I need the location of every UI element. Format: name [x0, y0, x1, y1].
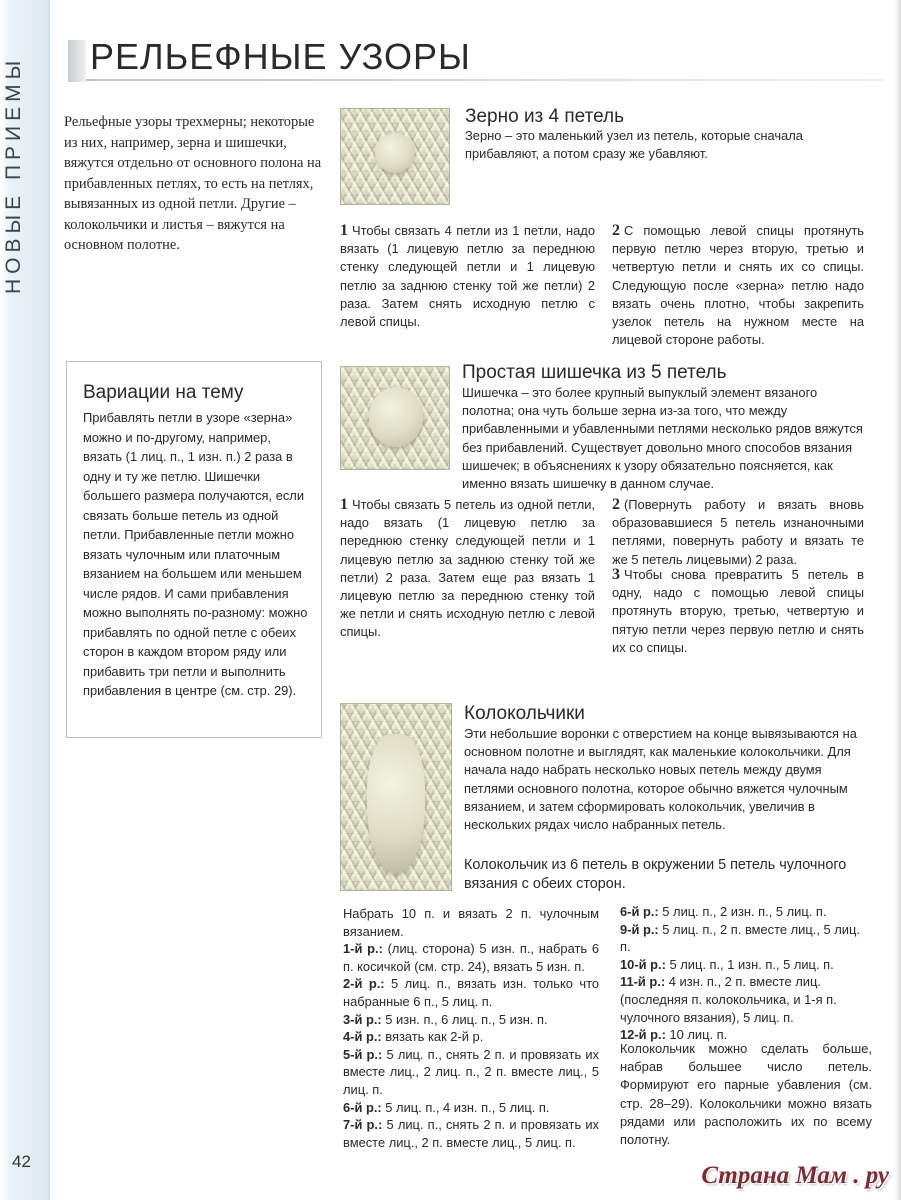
section2-step1	[340, 496, 595, 642]
intro-paragraph: Рельефные узоры трехмерны; некоторые из них, например, зерна и шишечки, вяжутся отдельно от основного полона на прибавленных петлях, то есть на петлях, вывязанных из одной петли. Другие – колокольчики и листья – вяжутся на основном полотне.	[64, 114, 322, 253]
section2-step3	[612, 566, 864, 657]
row-label: 4-й р.:	[343, 1029, 382, 1045]
row-text: 5 лиц. п., снять 2 п. и провязать их вместе лиц., 2 лиц. п., 2 п. вместе лиц., 5 лиц. п.	[343, 1046, 599, 1097]
step-text: С помощью левой спицы протянуть первую петлю через вторую, третью и четвертую петли и снять их со спицы. Следующую после «зерна» петлю надо вязать очень плотно, чтобы закрепить узелок петель на нужном месте на лицевой стороне работы.	[612, 223, 864, 348]
variations-box	[66, 361, 322, 738]
step-number: 3	[612, 566, 620, 583]
variations-title: Вариации на тему	[83, 382, 244, 403]
row-text: 5 лиц. п., снять 2 п. и провязать их вместе лиц., 2 п. вместе лиц., 5 лиц. п.	[343, 1117, 599, 1150]
pattern-row	[620, 921, 872, 956]
step-number: 1	[340, 496, 348, 513]
row-label: 6-й р.:	[620, 904, 659, 919]
section2-title: Простая шишечка из 5 петель	[462, 362, 727, 383]
pattern-row	[343, 1011, 599, 1029]
page-edge	[895, 0, 901, 1200]
step-text: (Повернуть работу и вязать вновь образовавшиеся 5 петель изнаночными петлями, повернуть работу и вязать те же 5 петель лицевыми) 2 раза.	[612, 497, 864, 567]
section1-title: Зерно из 4 петель	[465, 106, 625, 127]
step-text: Чтобы снова превратить 5 петель в одну, надо с помощью левой спицы протянуть вторую, третью, четвертую и пятую петли через первую петлю и снять их со спицы.	[612, 567, 864, 655]
page-number: 42	[12, 1152, 31, 1171]
step-number: 2	[612, 222, 620, 239]
row-label: 11-й р.:	[620, 974, 666, 990]
step-text: Чтобы связать 4 петли из 1 петли, надо вязать (1 лицевую петлю за переднюю стенку следующей петли и 1 лицевую петлю за заднюю стенку той же петли) 2 раза. Затем снять исходную петлю с левой спицы.	[340, 223, 595, 330]
row-text: 5 лиц. п., 4 изн. п., 5 лиц. п.	[381, 1099, 550, 1115]
pattern-row	[620, 956, 872, 974]
step-text: Чтобы связать 5 петель из одной петли, надо вязать (1 лицевую петлю за переднюю стенку следующей петли и 1 лицевую петлю за заднюю стенку той же петли) 2 раза. Затем еще раз вязать 1 лицевую петлю за переднюю стенку той же петли и снять исходную петлю с левой спицы.	[340, 497, 595, 640]
chapter-label: НОВЫЕ ПРИЕМЫ	[2, 55, 25, 295]
pattern-row	[343, 1116, 599, 1151]
sidebar	[0, 0, 50, 1200]
bobble-photo	[340, 366, 450, 470]
row-label: 12-й р.:	[620, 1027, 666, 1043]
section3-note: Колокольчик можно сделать больше, набрав большее число петель. Формируют его парные убавления (см. стр. 28–29). Колокольчики можно вязать рядами или расположить их по всему полотну.	[620, 1041, 872, 1148]
step-number: 1	[340, 222, 348, 239]
pattern-row	[343, 1099, 599, 1117]
row-label: 3-й р.:	[343, 1011, 382, 1027]
row-text: 5 лиц. п., 2 изн. п., 5 лиц. п.	[658, 904, 827, 919]
page-title: РЕЛЬЕФНЫЕ УЗОРЫ	[90, 36, 471, 77]
section3-subtitle: Колокольчик из 6 петель в окружении 5 петель чулочного вязания с обеих сторон.	[464, 857, 847, 892]
step-number: 2	[612, 496, 620, 513]
bell	[367, 734, 425, 874]
section1-step1	[340, 222, 595, 331]
row-label: 2-й р.:	[343, 976, 385, 992]
row-label: 1-й р.:	[343, 941, 383, 957]
row-label: 6-й р.:	[343, 1099, 382, 1115]
pattern-row	[620, 903, 872, 921]
title-accent	[68, 40, 86, 82]
watermark: Страна Мам . ру	[701, 1162, 889, 1189]
row-text: 5 лиц. п., вязать изн. только что набранные 6 п., 5 лиц. п.	[343, 976, 599, 1009]
seed-stitch-photo	[340, 108, 450, 205]
row-text: (лиц. сторона) 5 изн. п., набрать 6 п. косичкой (см. стр. 24), вязать 5 изн. п.	[343, 941, 600, 974]
bell-photo	[340, 703, 452, 891]
row-label: 5-й р.:	[343, 1046, 383, 1062]
section2-description: Шишечка – это более крупный выпуклый элемент вязаного полотна; она чуть больше зерна из-за того, что между прибавленными и убавленными петлями несколько рядов вяжутся без прибавлений. Существует довольно много способов вязания шишечек; в объяснениях к узору обязательно поясняется, как именно вязать шишечку в данном случае.	[462, 385, 863, 492]
title-rule	[86, 79, 886, 81]
row-label: 9-й р.:	[620, 921, 659, 937]
section3-title: Колокольчики	[464, 703, 585, 724]
pattern-row	[343, 1046, 599, 1099]
row-label: 7-й р.:	[343, 1117, 383, 1133]
section1-step2	[612, 222, 864, 349]
rows-left	[343, 905, 599, 1151]
row-label: 10-й р.:	[620, 956, 666, 972]
rows-right	[620, 903, 872, 1044]
section2-step2	[612, 496, 864, 569]
section3-description: Эти небольшие воронки с отверстием на конце вывязываются на основном полотне и выглядят, как маленькие колокольчики. Для начала надо набрать несколько новых петель между двумя петлями основного полотна, которое обычно вяжется чулочным вязанием, и затем сформировать колокольчик, увеличив в нескольких рядах число набранных петель.	[464, 726, 857, 833]
row-text: 5 лиц. п., 2 п. вместе лиц., 5 лиц. п.	[620, 921, 860, 955]
pattern-row	[343, 940, 599, 975]
variations-text: Прибавлять петли в узоре «зерна» можно и по-другому, например, вязать (1 лиц. п., 1 изн. п.) 2 раза в одну и ту же петлю. Шишечки большего размера получаются, если связать больше петель из одной петли. Прибавленные петли можно вязать чулочным или платочным вязанием на большем или меньшем числе рядов. И сами прибавления можно выполнять по-разному: можно прибавлять по одной петле с обеих сторон в каждом втором ряду или прибавить три петли и выполнить прибавления в центре (см. стр. 29).	[83, 410, 308, 698]
pattern-row	[343, 975, 599, 1010]
section1-description: Зерно – это маленький узел из петель, которые сначала прибавляют, а потом сразу же убавляют.	[465, 128, 803, 162]
pattern-row	[620, 973, 872, 1026]
row-text: 5 лиц. п., 1 изн. п., 5 лиц. п.	[665, 956, 834, 972]
row-text: вязать как 2-й р.	[381, 1029, 484, 1045]
row-text: 4 изн. п., 2 п. вместе лиц. (последняя п. колокольчика, и 1-я п. чулочного вязания), 5 лиц. п.	[620, 974, 837, 1025]
row-text: Набрать 10 п. и вязать 2 п. чулочным вязанием.	[343, 906, 599, 939]
row-text: 10 лиц. п.	[665, 1027, 728, 1043]
row-text: 5 изн. п., 6 лиц. п., 5 изн. п.	[381, 1011, 548, 1027]
pattern-row	[343, 905, 599, 940]
bobble	[369, 387, 423, 447]
pattern-row	[343, 1028, 599, 1046]
seed-knot	[375, 133, 415, 173]
